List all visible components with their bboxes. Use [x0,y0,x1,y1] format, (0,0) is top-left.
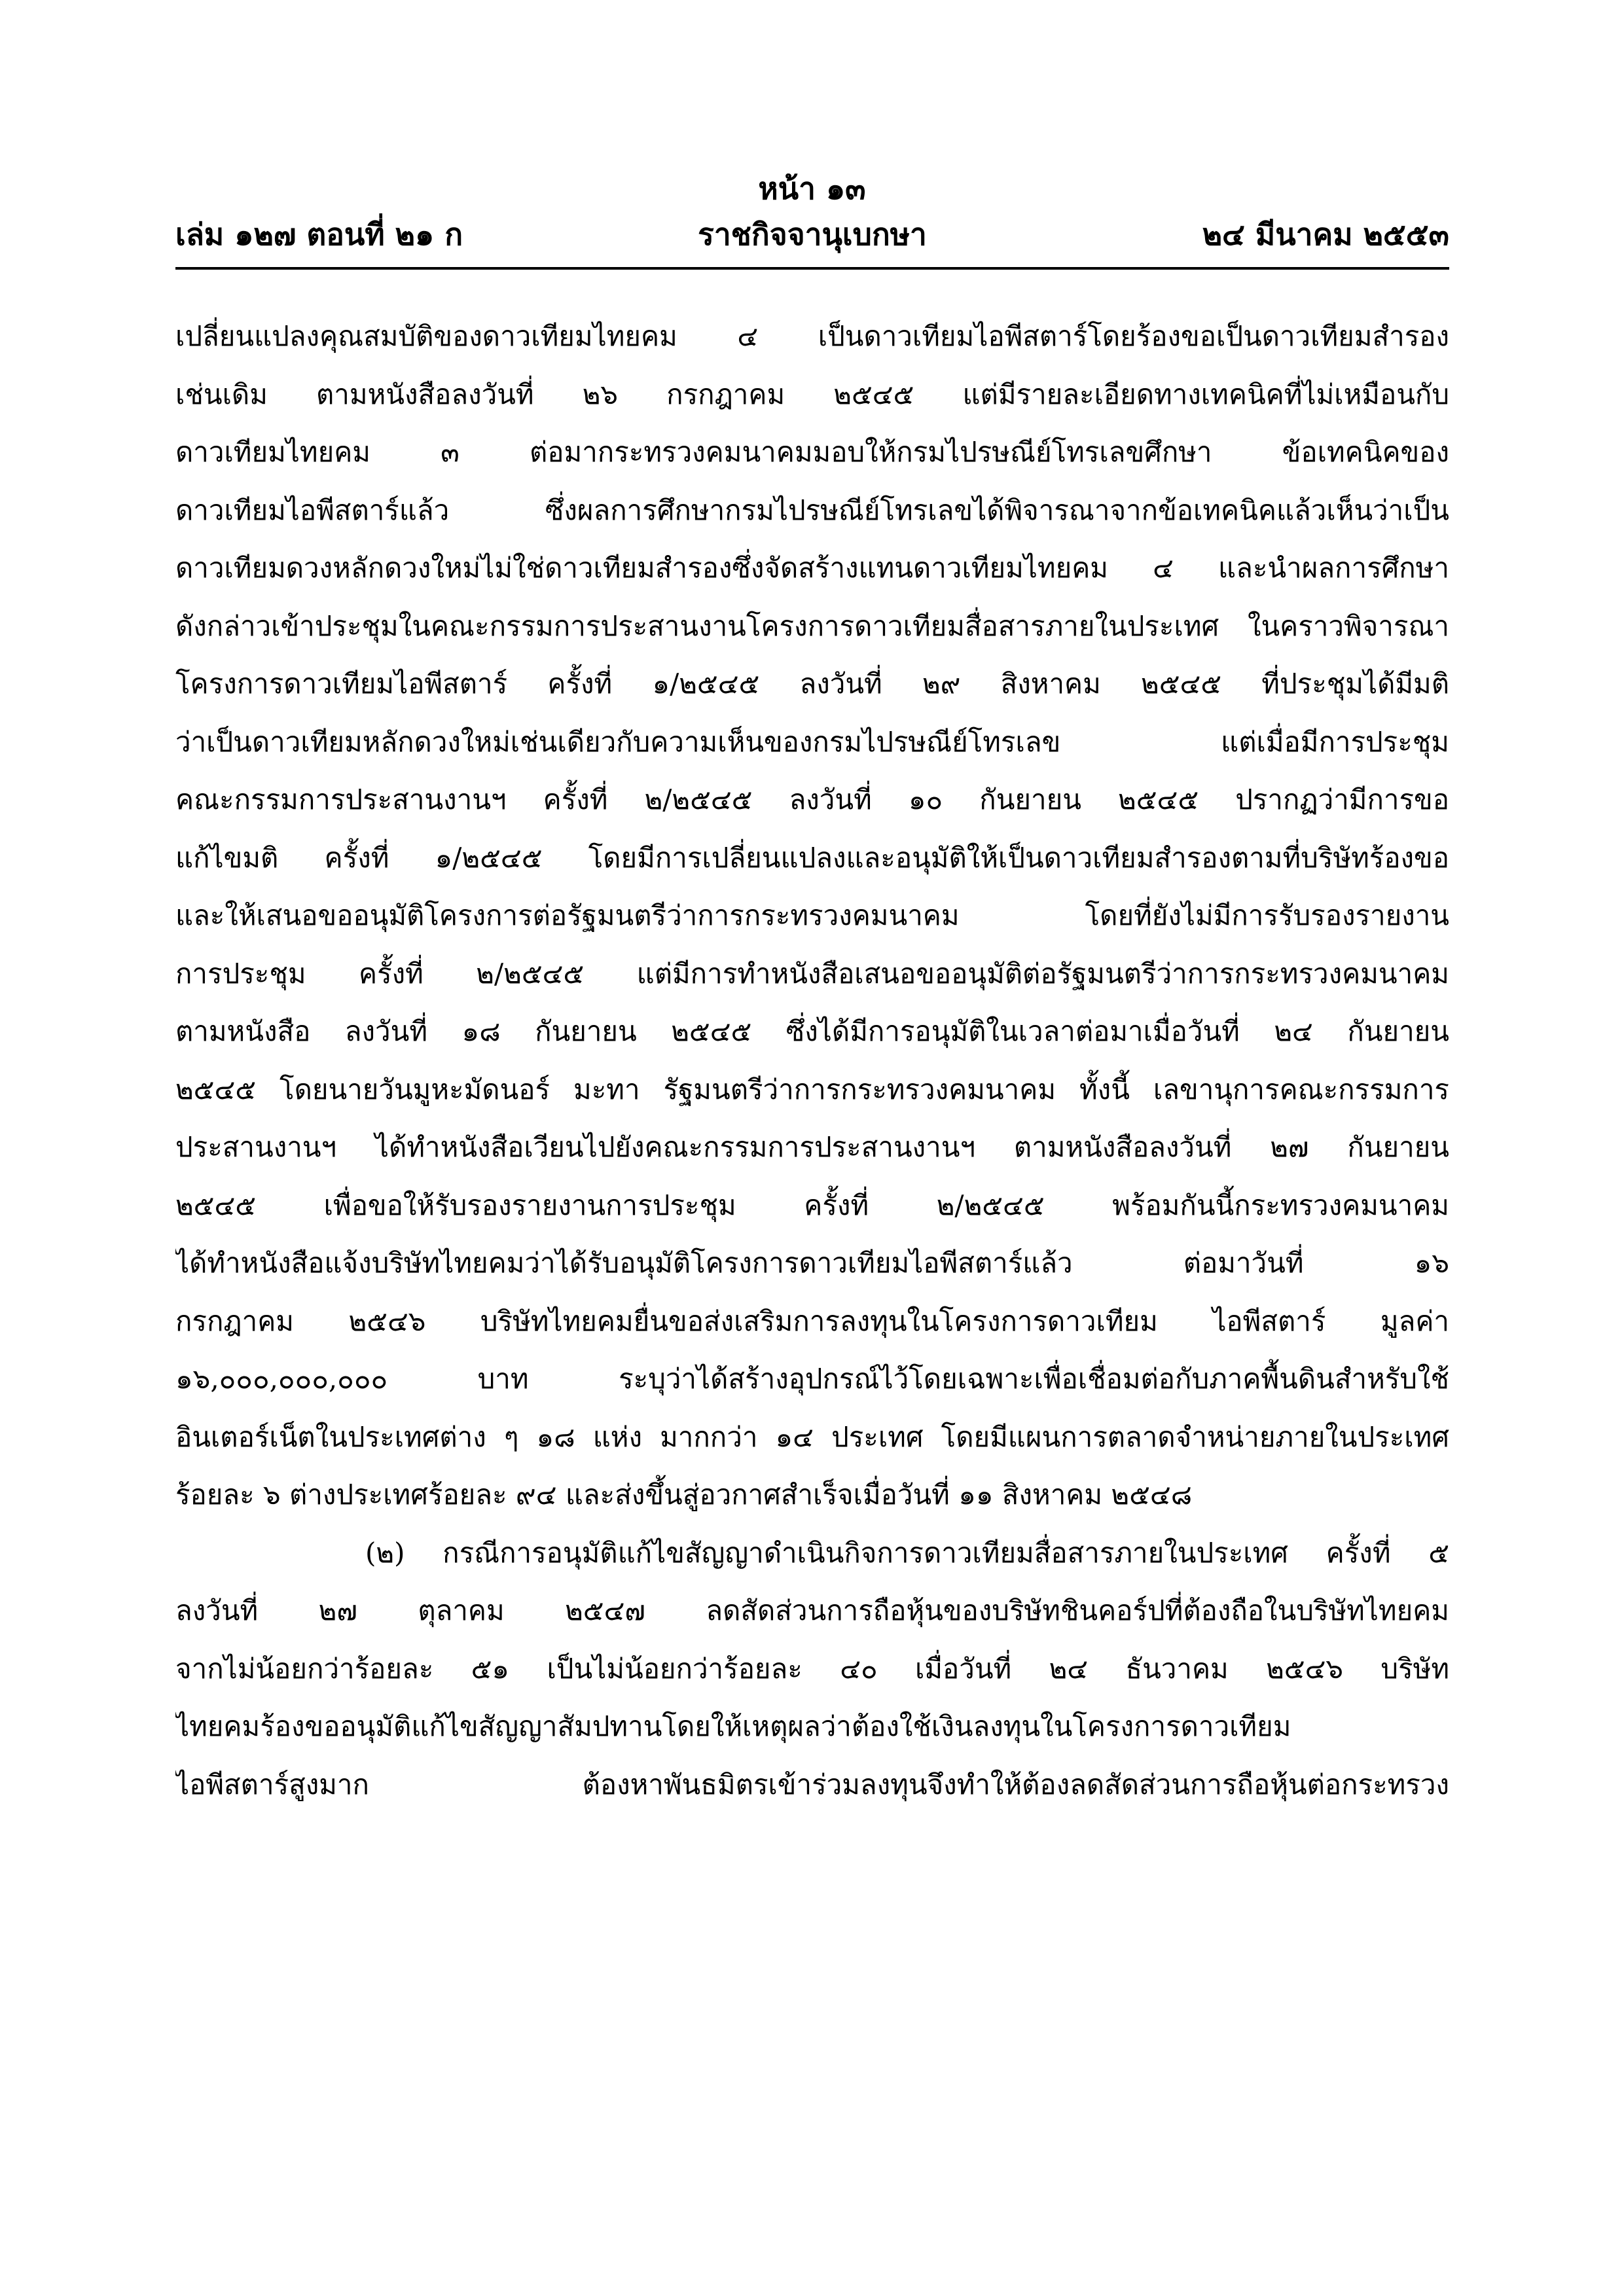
paragraph-start-line: (๒) กรณีการอนุมัติแก้ไขสัญญาดำเนินกิจการดาวเทียมสื่อสารภายในประเทศ ครั้งที่ ๕ [365,1536,1449,1569]
text-line: อินเตอร์เน็ตในประเทศต่าง ๆ ๑๘ แห่ง มากกว่า ๑๔ ประเทศ โดยมีแผนการตลาดจำหน่ายภายในประเทศ [175,1420,1449,1453]
text-line: และให้เสนอขออนุมัติโครงการต่อรัฐมนตรีว่าการกระทรวงคมนาคม โดยที่ยังไม่มีการรับรองรายงาน [175,899,1449,931]
running-header [175,215,1449,254]
text-line: ดาวเทียมไอพีสตาร์แล้ว ซึ่งผลการศึกษากรมไปรษณีย์โทรเลขได้พิจารณาจากข้อเทคนิคแล้วเห็นว่าเป็น [175,493,1449,526]
text-line: จากไม่น้อยกว่าร้อยละ ๕๑ เป็นไม่น้อยกว่าร้อยละ ๔๐ เมื่อวันที่ ๒๔ ธันวาคม ๒๕๔๖ บริษัท [175,1652,1449,1685]
text-line: แก้ไขมติ ครั้งที่ ๑/๒๕๔๕ โดยมีการเปลี่ยนแปลงและอนุมัติให้เป็นดาวเทียมสำรองตามที่บริษัทร้องขอ [175,841,1449,874]
text-line: กรกฎาคม ๒๕๔๖ บริษัทไทยคมยื่นขอส่งเสริมการลงทุนในโครงการดาวเทียม ไอพีสตาร์ มูลค่า [175,1304,1449,1337]
text-line: การประชุม ครั้งที่ ๒/๒๕๔๕ แต่มีการทำหนังสือเสนอขออนุมัติต่อรัฐมนตรีว่าการกระทรวงคมนาคม [175,957,1449,990]
text-line: ดาวเทียมไทยคม ๓ ต่อมากระทรวงคมนาคมมอบให้กรมไปรษณีย์โทรเลขศึกษา ข้อเทคนิคของ [175,436,1449,468]
publication-title: ราชกิจจานุเบกษา [698,217,927,252]
text-line: ไอพีสตาร์สูงมาก ต้องหาพันธมิตรเข้าร่วมลงทุนจึงทำให้ต้องลดสัดส่วนการถือหุ้นต่อกระทรวง [175,1768,1449,1801]
volume-issue: เล่ม ๑๒๗ ตอนที่ ๒๑ ก [175,217,463,252]
text-line: ดาวเทียมดวงหลักดวงใหม่ไม่ใช่ดาวเทียมสำรองซึ่งจัดสร้างแทนดาวเทียมไทยคม ๔ และนำผลการศึกษา [175,552,1449,584]
text-line: ไทยคมร้องขออนุมัติแก้ไขสัญญาสัมปทานโดยให้เหตุผลว่าต้องใช้เงินลงทุนในโครงการดาวเทียม [175,1710,1291,1742]
body-text [175,308,1449,1814]
header-divider [175,267,1449,270]
text-line: ๒๕๔๕ โดยนายวันมูหะมัดนอร์ มะทา รัฐมนตรีว่าการกระทรวงคมนาคม ทั้งนี้ เลขานุการคณะกรรมการ [175,1073,1449,1105]
text-line: เปลี่ยนแปลงคุณสมบัติของดาวเทียมไทยคม ๔ เป็นดาวเทียมไอพีสตาร์โดยร้องขอเป็นดาวเทียมสำรอง [175,320,1449,352]
text-line: ประสานงานฯ ได้ทำหนังสือเวียนไปยังคณะกรรมการประสานงานฯ ตามหนังสือลงวันที่ ๒๗ กันยายน [175,1131,1449,1163]
text-line: คณะกรรมการประสานงานฯ ครั้งที่ ๒/๒๕๔๕ ลงวันที่ ๑๐ กันยายน ๒๕๔๕ ปรากฏว่ามีการขอ [175,783,1449,816]
text-line: โครงการดาวเทียมไอพีสตาร์ ครั้งที่ ๑/๒๕๔๕ ลงวันที่ ๒๙ สิงหาคม ๒๕๔๕ ที่ประชุมได้มีมติ [175,668,1449,700]
text-line: เช่นเดิม ตามหนังสือลงวันที่ ๒๖ กรกฎาคม ๒๕๔๕ แต่มีรายละเอียดทางเทคนิคที่ไม่เหมือนกับ [175,378,1449,410]
text-line: ตามหนังสือ ลงวันที่ ๑๘ กันยายน ๒๕๔๕ ซึ่งได้มีการอนุมัติในเวลาต่อมาเมื่อวันที่ ๒๔ กันยายน [175,1015,1449,1047]
paragraph-end-line: ร้อยละ ๖ ต่างประเทศร้อยละ ๙๔ และส่งขึ้นสู่อวกาศสำเร็จเมื่อวันที่ ๑๑ สิงหาคม ๒๕๔๘ [175,1479,1193,1511]
publication-date: ๒๔ มีนาคม ๒๕๕๓ [1202,217,1449,252]
text-line: ได้ทำหนังสือแจ้งบริษัทไทยคมว่าได้รับอนุมัติโครงการดาวเทียมไอพีสตาร์แล้ว ต่อมาวันที่ ๑๖ [175,1247,1449,1279]
page-number: หน้า ๑๓ [758,171,866,206]
text-line: ลงวันที่ ๒๗ ตุลาคม ๒๕๔๗ ลดสัดส่วนการถือหุ้นของบริษัทชินคอร์ปที่ต้องถือในบริษัทไทยคม [175,1594,1449,1626]
text-line: ว่าเป็นดาวเทียมหลักดวงใหม่เช่นเดียวกับความเห็นของกรมไปรษณีย์โทรเลข แต่เมื่อมีการประชุม [175,725,1449,758]
text-line: ๑๖,๐๐๐,๐๐๐,๐๐๐ บาท ระบุว่าได้สร้างอุปกรณ์ไว้โดยเฉพาะเพื่อเชื่อมต่อกับภาคพื้นดินสำหรับใช้ [175,1363,1449,1395]
text-line: ๒๕๔๕ เพื่อขอให้รับรองรายงานการประชุม ครั้งที่ ๒/๒๕๔๕ พร้อมกันนี้กระทรวงคมนาคม [175,1189,1449,1221]
text-line: ดังกล่าวเข้าประชุมในคณะกรรมการประสานงานโครงการดาวเทียมสื่อสารภายในประเทศ ในคราวพิจารณา [175,609,1449,642]
